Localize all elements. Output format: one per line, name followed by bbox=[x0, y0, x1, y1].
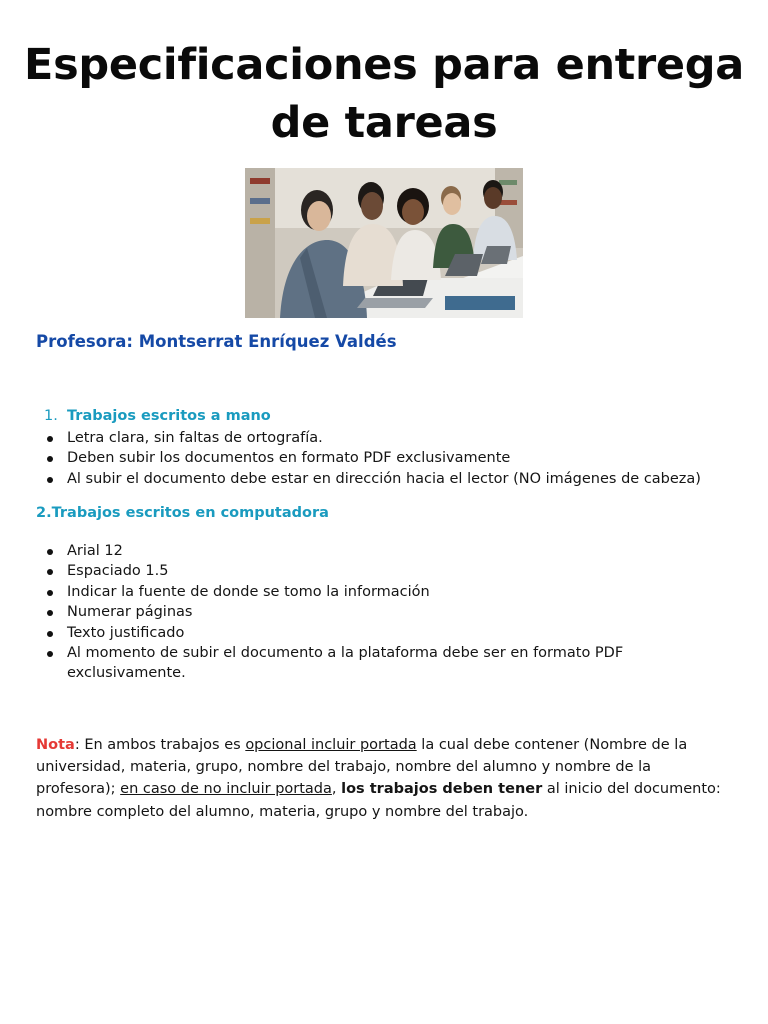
list-item-text: Al momento de subir el documento a la plataforma debe ser en formato PDF exclusivamente. bbox=[67, 645, 624, 682]
list-item-text: Numerar páginas bbox=[67, 604, 193, 621]
list-item-text: Al subir el documento debe estar en dirección hacia el lector (NO imágenes de cabeza) bbox=[67, 470, 701, 487]
list-item bbox=[44, 469, 727, 489]
bullet-icon bbox=[47, 549, 53, 555]
students-photo bbox=[245, 168, 523, 318]
section-1-number: 1. bbox=[44, 408, 58, 424]
list-item bbox=[44, 541, 727, 561]
list-item-text: Arial 12 bbox=[67, 543, 123, 559]
section-2-list bbox=[44, 541, 727, 684]
bullet-icon bbox=[47, 477, 53, 483]
section-1-heading bbox=[44, 408, 271, 424]
bullet-icon bbox=[47, 456, 53, 462]
list-item-text: Texto justificado bbox=[67, 624, 185, 641]
list-item bbox=[44, 602, 727, 622]
note-text-3: , bbox=[331, 781, 342, 798]
note-bold: los trabajos deben tener bbox=[341, 781, 543, 798]
list-item-text: Indicar la fuente de donde se tomo la información bbox=[67, 583, 430, 600]
note-text-2: la cual debe contener (Nombre de la universidad, materia, grupo, nombre del trabajo, nombre del alumno y nombre de la profesora); bbox=[36, 737, 688, 798]
section-2-heading: 2.Trabajos escritos en computadora bbox=[36, 505, 329, 521]
list-item bbox=[44, 623, 727, 643]
bullet-icon bbox=[47, 569, 53, 575]
section-1-list bbox=[44, 428, 727, 489]
note-underline-1: opcional incluir portada bbox=[245, 737, 417, 753]
list-item bbox=[44, 561, 727, 581]
list-item-text: Deben subir los documentos en formato PDF exclusivamente bbox=[67, 450, 511, 467]
bullet-icon bbox=[47, 610, 53, 616]
bullet-icon bbox=[47, 651, 53, 657]
list-item-text: Letra clara, sin faltas de ortografía. bbox=[67, 430, 323, 446]
list-item bbox=[44, 428, 727, 448]
note-text-1: : En ambos trabajos es bbox=[74, 737, 246, 753]
bullet-icon bbox=[47, 631, 53, 637]
note-label: Nota bbox=[36, 737, 75, 753]
teacher-name: Profesora: Montserrat Enríquez Valdés bbox=[36, 332, 397, 351]
bullet-icon bbox=[47, 590, 53, 596]
section-1-heading-text: Trabajos escritos a mano bbox=[67, 408, 271, 424]
students-at-laptops-photo bbox=[245, 168, 523, 318]
note-underline-2: en caso de no incluir portada bbox=[120, 781, 332, 798]
list-item-text: Espaciado 1.5 bbox=[67, 563, 169, 580]
list-item bbox=[44, 643, 727, 684]
note-paragraph bbox=[36, 734, 726, 823]
list-item bbox=[44, 582, 727, 602]
bullet-icon bbox=[47, 436, 53, 442]
note-text-4: al inicio del documento: nombre completo del alumno, materia, grupo y nombre del trabajo. bbox=[36, 781, 721, 820]
list-item bbox=[44, 448, 727, 468]
page-title: Especificaciones para entrega de tareas bbox=[24, 40, 744, 148]
